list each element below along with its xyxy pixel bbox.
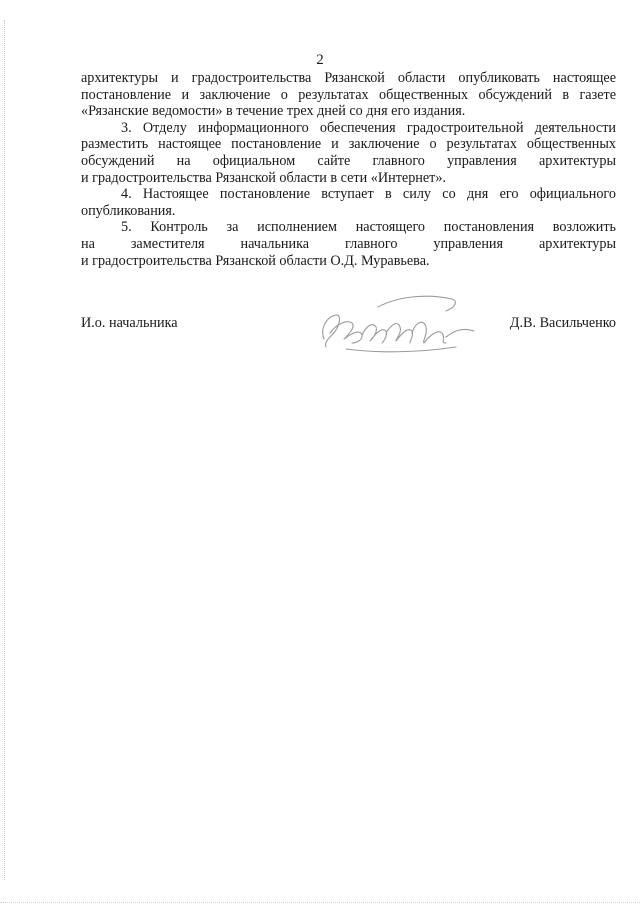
text-line: постановление и заключение о результатах общественных обсуждений в газете [81,86,616,103]
text-line: «Рязанские ведомости» в течение трех дней со дня его издания. [81,103,466,120]
paragraph-4 [81,186,616,219]
page-number: 2 [316,52,324,68]
signature-block [81,315,616,355]
text-line: опубликования. [81,202,176,219]
text-line: 4. Настоящее постановление вступает в силу со дня его официального [121,186,616,203]
text-line: 3. Отделу информационного обеспечения градостроительной деятельности [121,119,616,136]
handwritten-signature [306,277,486,372]
paragraph-3 [81,120,616,186]
text-line: на заместителя начальника главного управления архитектуры [81,235,616,252]
text-line: и градостроительства Рязанской области О.Д. Муравьева. [81,252,430,269]
paragraph-5 [81,219,616,269]
text-line: разместить настоящее постановление и заключение о результатах общественных [81,136,616,153]
text-line: 5. Контроль за исполнением настоящего постановления возложить [121,219,616,236]
scan-edge-bottom [0,902,640,904]
text-line: архитектуры и градостроительства Рязанской области опубликовать настоящее [81,70,616,86]
signatory-role: И.о. начальника [81,315,178,331]
signatory-name: Д.В. Васильченко [509,315,616,331]
document-body [81,70,616,269]
text-line: и градостроительства Рязанской области в сети «Интернет». [81,169,447,186]
text-line: обсуждений на официальном сайте главного управления архитектуры [81,152,616,169]
paragraph-2-continuation [81,70,616,120]
scan-edge-left [4,20,6,880]
